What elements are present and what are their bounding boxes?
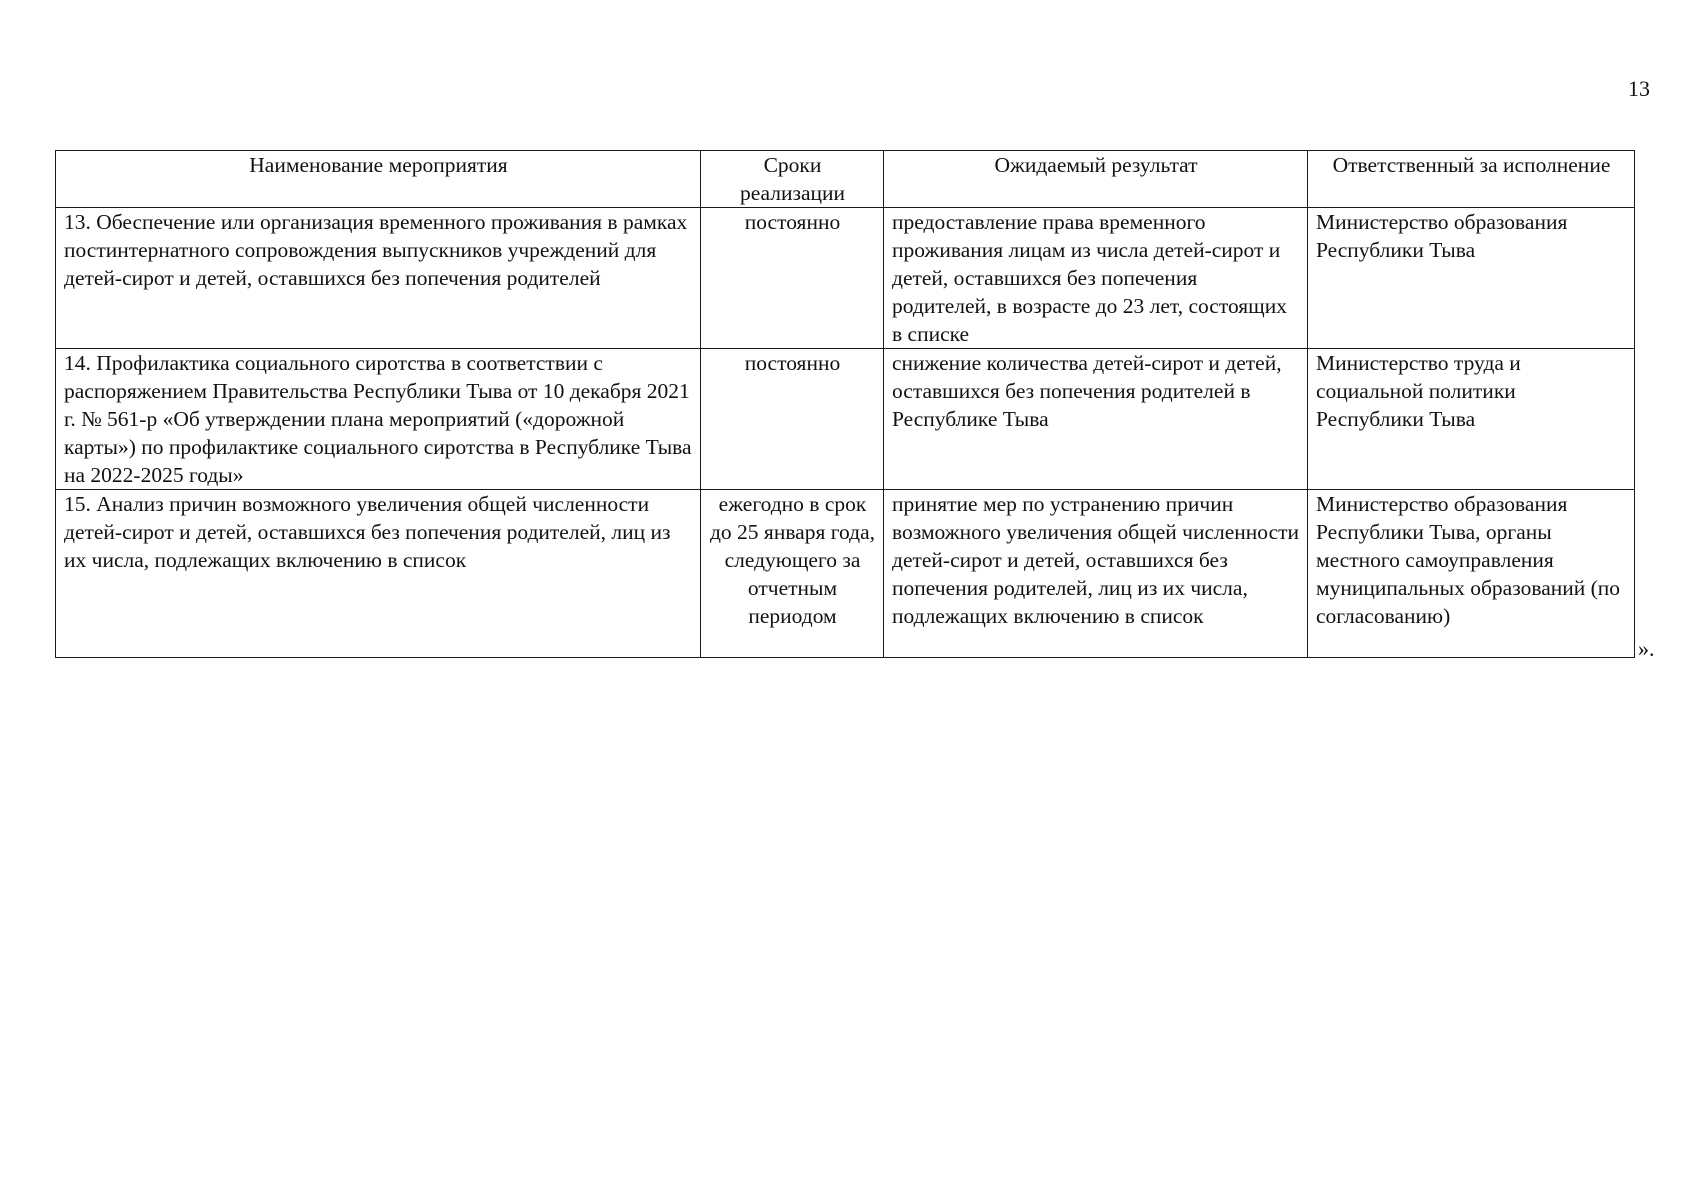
page-number: 13 <box>1628 76 1650 101</box>
cell-activity: 15. Анализ причин возможного увеличения общей численности детей-сирот и детей, оставшихся без попечения родителей, лиц из их числа, подлежащих включению в список <box>56 490 701 658</box>
activity-plan-table <box>55 150 1635 658</box>
cell-term: постоянно <box>701 208 884 349</box>
cell-term: постоянно <box>701 349 884 490</box>
cell-result: принятие мер по устранению причин возможного увеличения общей численности детей-сирот и детей, оставшихся без попечения родителей, лиц из их числа, подлежащих включению в список <box>884 490 1308 658</box>
table-row <box>56 490 1635 658</box>
header-term: Сроки реализации <box>701 151 884 208</box>
cell-term: ежегодно в срок до 25 января года, следующего за отчетным периодом <box>701 490 884 658</box>
header-responsible: Ответственный за исполнение <box>1308 151 1635 208</box>
header-result: Ожидаемый результат <box>884 151 1308 208</box>
table-row <box>56 349 1635 490</box>
header-activity: Наименование мероприятия <box>56 151 701 208</box>
table-header-row <box>56 151 1635 208</box>
cell-activity: 13. Обеспечение или организация временного проживания в рамках постинтернатного сопровождения выпускников учреждений для детей-сирот и детей, оставшихся без попечения родителей <box>56 208 701 349</box>
cell-responsible: Министерство труда и социальной политики Республики Тыва <box>1308 349 1635 490</box>
cell-responsible: Министерство образования Республики Тыва, органы местного самоуправления муниципальных образований (по согласованию) <box>1308 490 1635 658</box>
cell-result: снижение количества детей-сирот и детей, оставшихся без попечения родителей в Республике Тыва <box>884 349 1308 490</box>
table-row <box>56 208 1635 349</box>
cell-result: предоставление права временного проживания лицам из числа детей-сирот и детей, оставшихся без попечения родителей, в возрасте до 23 лет, состоящих в списке <box>884 208 1308 349</box>
cell-responsible: Министерство образования Республики Тыва <box>1308 208 1635 349</box>
cell-activity: 14. Профилактика социального сиротства в соответствии с распоряжением Правительства Республики Тыва от 10 декабря 2021 г. № 561-р «Об утверждении плана мероприятий («дорожной карты») по профилактике социального сиротства в Республике Тыва на 2022-2025 годы» <box>56 349 701 490</box>
closing-quote-mark: ». <box>1638 636 1655 661</box>
